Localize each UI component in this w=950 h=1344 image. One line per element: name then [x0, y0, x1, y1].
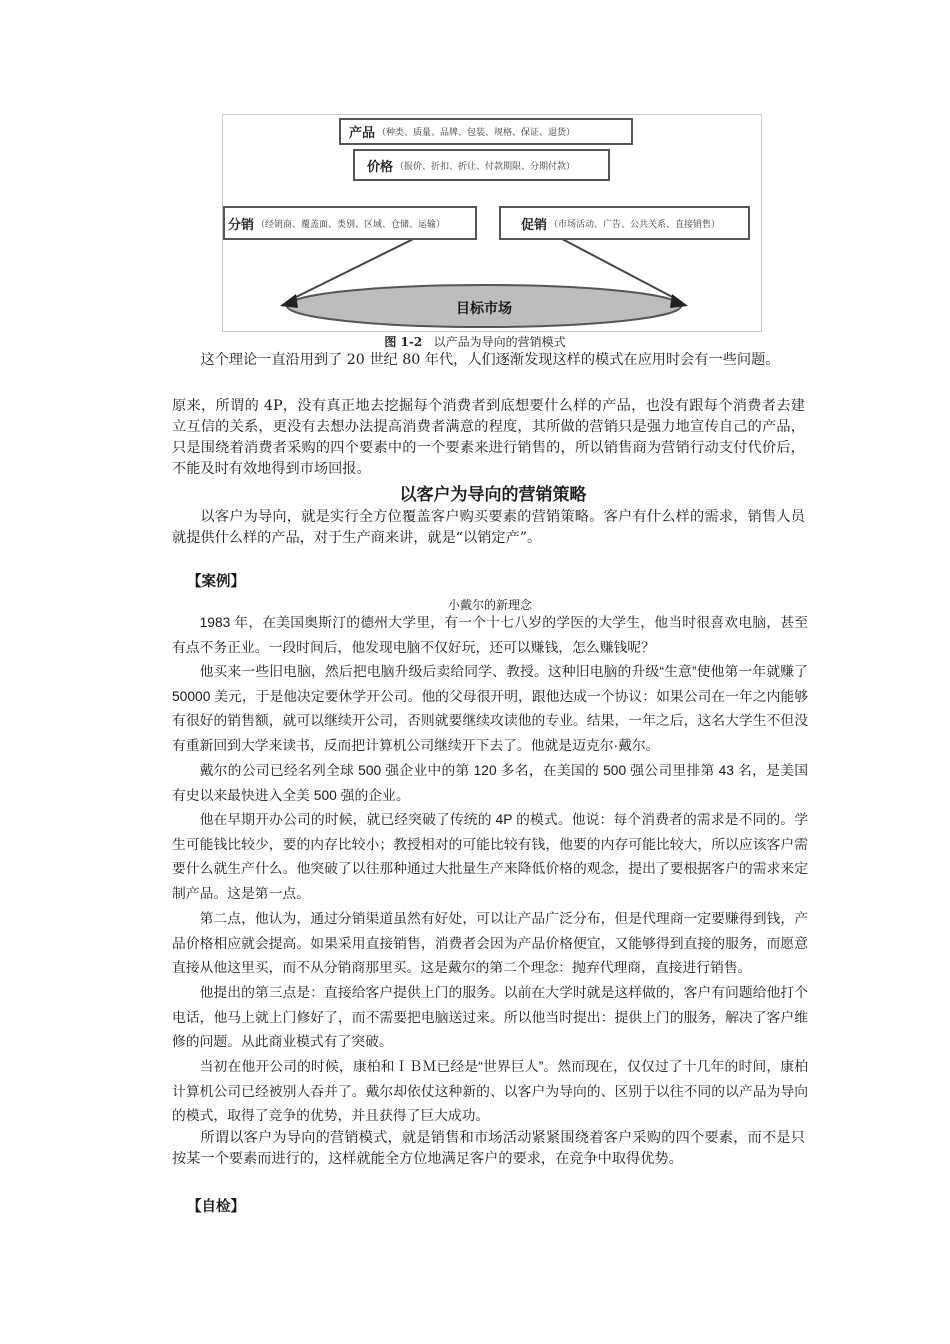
figure-number: 图 1-2 — [384, 335, 423, 349]
marketing-4p-diagram — [222, 114, 762, 332]
price-box — [353, 149, 610, 181]
product-box — [339, 118, 633, 145]
price-label: 价格 — [367, 158, 394, 174]
case-paragraph: 他买来一些旧电脑，然后把电脑升级后卖给同学、教授。这种旧电脑的升级“生意”使他第一年就赚了 50000 美元，于是他决定要休学开公司。他的父母很开明，跟他达成一个协议：如果公司在一年之内能够有很好的销售额，就可以继续开公司，否则就要继续攻读他的专业。结果，一年之后，这名大学生不但没有重新回到大学来读书，反而把计算机公司继续开下去了。他就是迈克尔·戴尔。 — [172, 664, 808, 753]
self-check-tag: 【自检】 — [187, 1199, 245, 1215]
distribution-label: 分销 — [228, 216, 255, 232]
case-paragraph: 戴尔的公司已经名列全球 500 强企业中的第 120 多名，在美国的 500 强公司里排第 43 名，是美国有史以来最快进入全美 500 强的企业。 — [172, 763, 808, 803]
paragraph-4p-problem: 原来，所谓的 4P，没有真正地去挖掘每个消费者到底想要什么样的产品，也没有跟每个消费者去建立互信的关系，更没有去想办法提高消费者满意的程度，其所做的营销只是强力地宣传自己的产品，只是围绕着消费者采购的四个要素中的一个要素来进行销售的，所以销售商为营销行动支付代价后，不能及时有效地得到市场回报。 — [172, 398, 805, 477]
promotion-detail: （市场活动、广告、公共关系、直接销售） — [549, 218, 721, 229]
product-detail: （种类、质量、品牌、包装、规格、保证、退货） — [377, 127, 576, 137]
figure-caption — [0, 333, 950, 350]
section-heading: 以客户为导向的营销策略 — [399, 485, 587, 504]
left-arrowhead — [280, 294, 298, 308]
right-arrowhead — [670, 294, 688, 308]
case-paragraph: 他提出的第三点是：直接给客户提供上门的服务。以前在大学时就是这样做的，客户有问题给他打个电话，他马上就上门修好了，而不需要把电脑送过来。所以他当时提出：提供上门的服务，解决了客户维修的问题。从此商业模式有了突破。 — [172, 985, 808, 1050]
distribution-detail: （经销商、覆盖面、类别、区域、仓储、运输） — [256, 218, 446, 229]
case-paragraph: 1983 年，在美国奥斯汀的德州大学里，有一个十七八岁的学医的大学生，他当时很喜欢电脑，甚至有点不务正业。一段时间后，他发现电脑不仅好玩，还可以赚钱，怎么赚钱呢？ — [172, 615, 808, 655]
case-paragraph: 第二点，他认为，通过分销渠道虽然有好处，可以让产品广泛分布，但是代理商一定要赚得到钱，产品价格相应就会提高。如果采用直接销售，消费者会因为产品价格便宜，又能够得到直接的服务，而愿意直接从他这里买，而不从分销商那里买。这是戴尔的第二个理念：抛弃代理商，直接进行销售。 — [172, 911, 808, 976]
price-detail: （报价、折扣、折让、付款期限、分期付款） — [395, 160, 576, 171]
target-market-label: 目标市场 — [456, 300, 512, 316]
case-paragraph: 当初在他开公司的时候，康柏和ＩＢＭ已经是“世界巨人”。然而现在，仅仅过了十几年的时间，康柏计算机公司已经被别人吞并了。戴尔却依仗这种新的、以客户为导向的、区别于以往不同的以产品为导向的模式，取得了竞争的优势，并且获得了巨大成功。 — [172, 1059, 808, 1124]
case-tag: 【案例】 — [187, 574, 245, 590]
case-paragraph: 他在早期开办公司的时候，就已经突破了传统的 4P 的模式。他说：每个消费者的需求是不同的。学生可能钱比较少，要的内存比较小；教授相对的可能比较有钱，他要的内存可能比较大，所以应该客户需要什么就生产什么。他突破了以往那种通过大批量生产来降低价格的观念，提出了要根据客户的需求来定制产品。这是第一点。 — [172, 812, 808, 901]
paragraph-theory-limit: 这个理论一直沿用到了 20 世纪 80 年代，人们逐渐发现这样的模式在应用时会有一些问题。 — [200, 352, 780, 368]
distribution-box — [223, 206, 477, 240]
paragraph-conclusion: 所谓以客户为导向的营销模式，就是销售和市场活动紧紧围绕着客户采购的四个要素，而不是只按某一个要素而进行的，这样就能全方位地满足客户的要求，在竞争中取得优势。 — [172, 1130, 805, 1167]
product-label: 产品 — [349, 125, 376, 140]
promotion-label: 促销 — [521, 216, 548, 232]
case-title: 小戴尔的新理念 — [447, 598, 532, 612]
promotion-box — [499, 206, 750, 240]
paragraph-customer-oriented: 以客户为导向，就是实行全方位覆盖客户购买要素的营销策略。客户有什么样的需求，销售人员就提供什么样的产品，对于生产商来讲，就是“以销定产”。 — [172, 509, 805, 546]
figure-caption-text: 以产品为导向的营销模式 — [433, 335, 566, 349]
